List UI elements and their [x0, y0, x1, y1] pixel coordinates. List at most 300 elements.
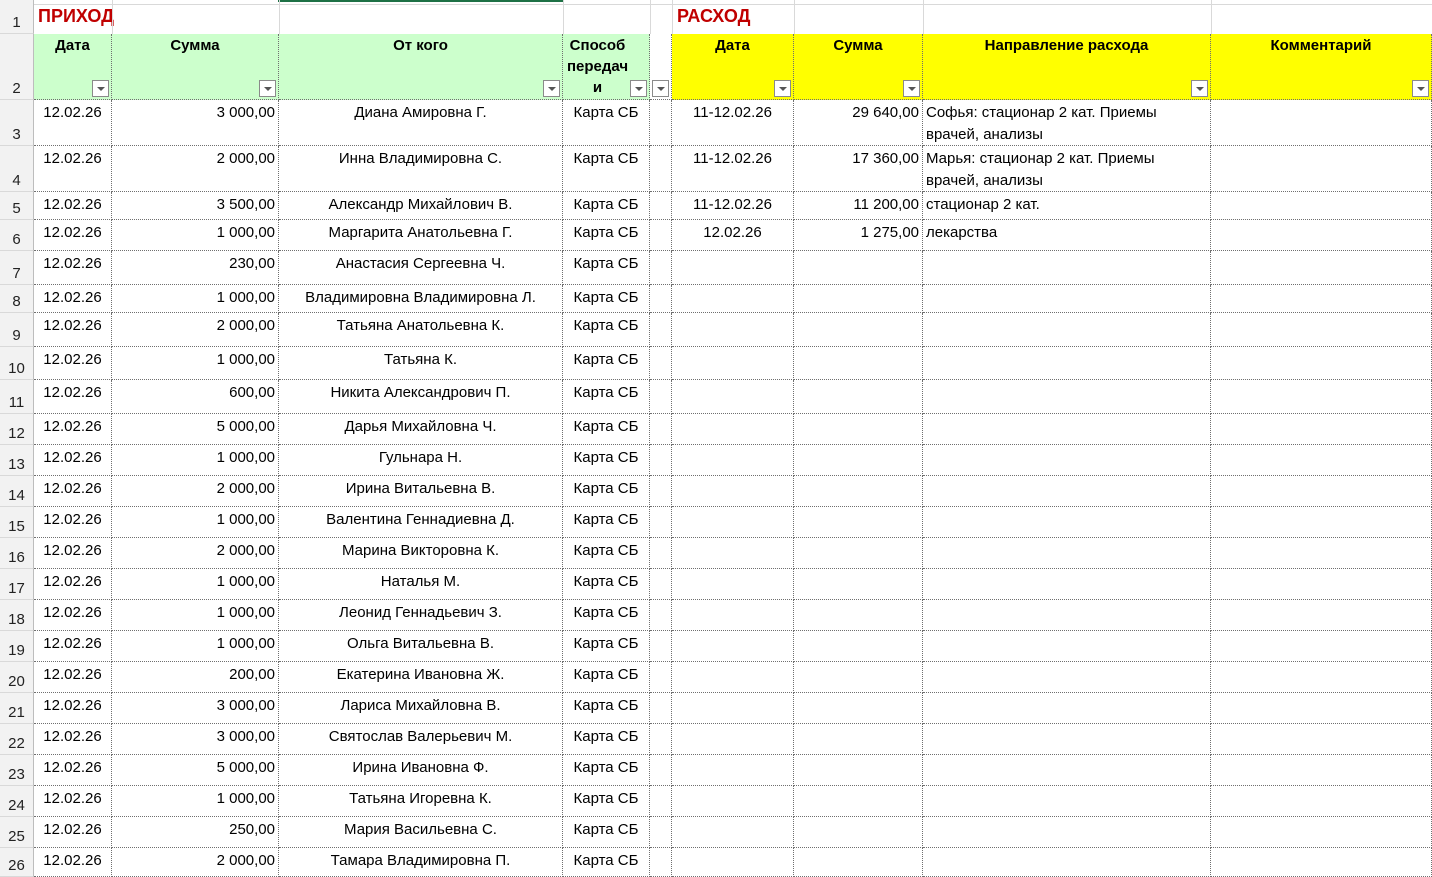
expense-cell[interactable] [1211, 662, 1432, 693]
income-cell[interactable]: Карта СБ [563, 569, 650, 600]
row-number [0, 538, 34, 569]
row-number-label: 4 [12, 172, 21, 189]
expense-cell[interactable]: 11 200,00 [794, 192, 923, 220]
filter-dropdown-icon[interactable] [652, 80, 669, 97]
row-number-label: 13 [8, 456, 25, 473]
income-cell[interactable]: 200,00 [112, 662, 279, 693]
income-cell[interactable]: Тамара Владимировна П. [279, 848, 563, 877]
income-cell[interactable]: Карта СБ [563, 662, 650, 693]
row-number [0, 569, 34, 600]
expense-cell[interactable] [1211, 507, 1432, 538]
row-number-label: 26 [8, 857, 25, 874]
income-cell[interactable]: 12.02.26 [34, 631, 112, 662]
expense-cell[interactable]: 11-12.02.26 [672, 146, 794, 192]
income-header-2[interactable] [279, 34, 563, 100]
income-cell[interactable]: Карта СБ [563, 600, 650, 631]
separator-cell[interactable] [650, 414, 672, 445]
row-number [0, 600, 34, 631]
separator-cell[interactable] [650, 347, 672, 380]
income-cell[interactable]: 2 000,00 [112, 538, 279, 569]
expense-cell[interactable] [1211, 538, 1432, 569]
row-number [0, 313, 34, 347]
expense-cell[interactable]: 17 360,00 [794, 146, 923, 192]
row-number [0, 848, 34, 877]
row-number [0, 34, 34, 100]
expense-header-2[interactable] [923, 34, 1211, 100]
expense-cell[interactable] [1211, 724, 1432, 755]
row-number [0, 662, 34, 693]
filter-dropdown-icon[interactable] [1191, 80, 1208, 97]
income-cell[interactable]: 600,00 [112, 380, 279, 414]
expense-cell[interactable] [1211, 380, 1432, 414]
income-cell[interactable]: Наталья М. [279, 569, 563, 600]
expense-cell[interactable] [923, 538, 1211, 569]
income-cell[interactable]: 1 000,00 [112, 285, 279, 313]
row-number [0, 631, 34, 662]
expense-cell[interactable] [923, 755, 1211, 786]
expense-cell[interactable] [1211, 848, 1432, 877]
income-cell[interactable]: 5 000,00 [112, 414, 279, 445]
filter-dropdown-icon[interactable] [630, 80, 647, 97]
row-number [0, 414, 34, 445]
income-header-label-line: Способ [569, 37, 626, 54]
separator-cell[interactable] [650, 380, 672, 414]
expense-cell[interactable] [1211, 100, 1432, 146]
separator-cell[interactable] [650, 192, 672, 220]
income-cell[interactable]: 12.02.26 [34, 755, 112, 786]
separator-cell[interactable] [650, 662, 672, 693]
expense-title: РАСХОД [677, 6, 751, 26]
expense-cell[interactable] [923, 285, 1211, 313]
expense-cell[interactable] [923, 445, 1211, 476]
income-cell[interactable]: 12.02.26 [34, 380, 112, 414]
expense-cell[interactable] [1211, 146, 1432, 192]
income-cell[interactable]: Карта СБ [563, 476, 650, 507]
income-cell[interactable]: 12.02.26 [34, 662, 112, 693]
income-cell[interactable]: 2 000,00 [112, 146, 279, 192]
separator-cell[interactable] [650, 817, 672, 848]
income-cell[interactable]: Анастасия Сергеевна Ч. [279, 251, 563, 285]
expense-cell[interactable] [672, 786, 794, 817]
column-gridline [794, 0, 795, 34]
income-header-label: Сумма [170, 37, 220, 54]
row-number-label: 18 [8, 611, 25, 628]
expense-cell[interactable] [923, 380, 1211, 414]
expense-cell[interactable] [672, 476, 794, 507]
income-cell[interactable]: 12.02.26 [34, 146, 112, 192]
expense-cell[interactable]: Софья: стационар 2 кат. Приемы врачей, анализы [923, 100, 1211, 146]
expense-cell[interactable]: 11-12.02.26 [672, 192, 794, 220]
expense-cell[interactable] [1211, 220, 1432, 251]
income-cell[interactable]: Валентина Геннадиевна Д. [279, 507, 563, 538]
expense-cell[interactable] [1211, 251, 1432, 285]
income-cell[interactable]: Карта СБ [563, 251, 650, 285]
expense-cell[interactable]: стационар 2 кат. [923, 192, 1211, 220]
row-number-label: 8 [12, 293, 21, 310]
expense-cell[interactable] [923, 848, 1211, 877]
income-cell[interactable]: 12.02.26 [34, 817, 112, 848]
income-cell[interactable]: 12.02.26 [34, 347, 112, 380]
income-cell[interactable]: Ирина Витальевна В. [279, 476, 563, 507]
expense-cell[interactable]: 1 275,00 [794, 220, 923, 251]
row-number-label: 5 [12, 200, 21, 217]
row-number [0, 724, 34, 755]
income-cell[interactable]: Татьяна Анатольевна К. [279, 313, 563, 347]
column-gridline [650, 0, 651, 34]
income-cell[interactable]: 3 500,00 [112, 192, 279, 220]
income-cell[interactable]: 12.02.26 [34, 445, 112, 476]
expense-cell[interactable] [794, 414, 923, 445]
separator-cell[interactable] [650, 600, 672, 631]
income-header-label-line: передач [566, 58, 629, 75]
income-cell[interactable]: Татьяна Игоревна К. [279, 786, 563, 817]
income-cell[interactable]: 12.02.26 [34, 220, 112, 251]
row-number-label: 7 [12, 265, 21, 282]
expense-cell[interactable] [672, 724, 794, 755]
row-number-label: 2 [12, 80, 21, 97]
income-cell[interactable]: Карта СБ [563, 285, 650, 313]
row-number [0, 380, 34, 414]
expense-cell[interactable]: 29 640,00 [794, 100, 923, 146]
income-cell[interactable]: 1 000,00 [112, 445, 279, 476]
income-cell[interactable]: 12.02.26 [34, 251, 112, 285]
expense-cell[interactable]: 12.02.26 [672, 220, 794, 251]
income-cell[interactable]: 1 000,00 [112, 600, 279, 631]
expense-cell[interactable] [672, 251, 794, 285]
separator-cell[interactable] [650, 786, 672, 817]
income-cell[interactable]: 12.02.26 [34, 476, 112, 507]
expense-cell[interactable] [672, 662, 794, 693]
separator-cell[interactable] [650, 631, 672, 662]
separator-cell[interactable] [650, 100, 672, 146]
expense-cell[interactable] [794, 313, 923, 347]
separator-cell[interactable] [650, 476, 672, 507]
expense-cell[interactable] [923, 631, 1211, 662]
income-cell[interactable]: Гульнара Н. [279, 445, 563, 476]
expense-cell[interactable] [1211, 445, 1432, 476]
column-gridline [279, 0, 280, 34]
income-cell[interactable]: Марина Викторовна К. [279, 538, 563, 569]
income-cell[interactable]: Карта СБ [563, 347, 650, 380]
expense-cell[interactable] [1211, 569, 1432, 600]
income-cell[interactable]: 12.02.26 [34, 569, 112, 600]
row-number-label: 20 [8, 673, 25, 690]
expense-cell[interactable] [1211, 313, 1432, 347]
income-cell[interactable]: Карта СБ [563, 724, 650, 755]
income-cell[interactable]: Карта СБ [563, 848, 650, 877]
expense-cell[interactable] [672, 817, 794, 848]
expense-cell[interactable] [1211, 631, 1432, 662]
row-number-label: 22 [8, 735, 25, 752]
expense-cell[interactable] [794, 662, 923, 693]
income-cell[interactable]: Диана Амировна Г. [279, 100, 563, 146]
income-cell[interactable]: 12.02.26 [34, 693, 112, 724]
expense-cell[interactable] [1211, 600, 1432, 631]
expense-cell[interactable] [794, 347, 923, 380]
expense-cell[interactable] [794, 538, 923, 569]
separator-cell[interactable] [650, 693, 672, 724]
income-cell[interactable]: Карта СБ [563, 220, 650, 251]
income-header-label [566, 35, 629, 98]
column-gridline [563, 0, 564, 34]
income-cell[interactable]: 12.02.26 [34, 507, 112, 538]
income-cell[interactable]: 1 000,00 [112, 220, 279, 251]
expense-cell[interactable] [1211, 476, 1432, 507]
row-number [0, 817, 34, 848]
expense-cell[interactable] [672, 445, 794, 476]
separator-header[interactable] [650, 34, 672, 100]
expense-cell[interactable] [794, 380, 923, 414]
row-number-label: 16 [8, 549, 25, 566]
income-cell[interactable]: Карта СБ [563, 100, 650, 146]
expense-cell[interactable] [1211, 414, 1432, 445]
expense-cell[interactable] [923, 347, 1211, 380]
column-header-strip [34, 0, 1432, 5]
row-number-label: 19 [8, 642, 25, 659]
separator-cell[interactable] [650, 569, 672, 600]
income-cell[interactable]: Карта СБ [563, 414, 650, 445]
income-cell[interactable]: Ольга Витальевна В. [279, 631, 563, 662]
expense-cell[interactable] [923, 569, 1211, 600]
expense-cell[interactable] [794, 631, 923, 662]
row-number-label: 9 [12, 327, 21, 344]
expense-cell[interactable] [923, 817, 1211, 848]
expense-cell[interactable] [923, 251, 1211, 285]
row-number [0, 251, 34, 285]
income-cell[interactable]: 5 000,00 [112, 755, 279, 786]
income-cell[interactable]: 12.02.26 [34, 786, 112, 817]
expense-cell[interactable] [1211, 755, 1432, 786]
expense-cell[interactable] [923, 507, 1211, 538]
row-number-label: 15 [8, 518, 25, 535]
income-cell[interactable]: 12.02.26 [34, 285, 112, 313]
expense-cell[interactable]: лекарства [923, 220, 1211, 251]
income-cell[interactable]: 1 000,00 [112, 631, 279, 662]
expense-cell[interactable] [672, 285, 794, 313]
expense-cell[interactable] [1211, 192, 1432, 220]
expense-cell[interactable] [923, 414, 1211, 445]
expense-cell[interactable] [672, 507, 794, 538]
expense-cell[interactable] [672, 347, 794, 380]
row-number [0, 285, 34, 313]
income-cell[interactable]: 12.02.26 [34, 538, 112, 569]
separator-cell[interactable] [650, 538, 672, 569]
income-cell[interactable]: Ирина Ивановна Ф. [279, 755, 563, 786]
expense-cell[interactable] [1211, 817, 1432, 848]
expense-header-0[interactable] [672, 34, 794, 100]
expense-cell[interactable] [672, 313, 794, 347]
expense-header-1[interactable] [794, 34, 923, 100]
expense-header-label: Дата [715, 37, 750, 54]
income-cell[interactable]: 3 000,00 [112, 693, 279, 724]
row-number-label: 1 [12, 14, 21, 31]
income-cell[interactable]: Карта СБ [563, 313, 650, 347]
expense-cell[interactable] [672, 848, 794, 877]
income-cell[interactable]: 2 000,00 [112, 848, 279, 877]
expense-cell[interactable] [794, 251, 923, 285]
income-header-label-line: и [592, 79, 603, 96]
row-number [0, 755, 34, 786]
expense-cell[interactable] [672, 600, 794, 631]
expense-cell[interactable] [794, 445, 923, 476]
income-title: ПРИХОД [38, 6, 115, 26]
filter-dropdown-icon[interactable] [543, 80, 560, 97]
income-cell[interactable]: Карта СБ [563, 192, 650, 220]
row-number-label: 12 [8, 425, 25, 442]
expense-cell[interactable] [794, 755, 923, 786]
income-cell[interactable]: 2 000,00 [112, 313, 279, 347]
expense-cell[interactable]: 11-12.02.26 [672, 100, 794, 146]
row-number-label: 11 [8, 394, 25, 411]
income-cell[interactable]: Леонид Геннадьевич З. [279, 600, 563, 631]
income-cell[interactable]: Карта СБ [563, 507, 650, 538]
separator-cell[interactable] [650, 220, 672, 251]
separator-cell[interactable] [650, 724, 672, 755]
expense-header-label: Направление расхода [984, 37, 1149, 54]
row-number [0, 220, 34, 251]
income-cell[interactable]: Лариса Михайловна В. [279, 693, 563, 724]
expense-cell[interactable] [672, 569, 794, 600]
income-cell[interactable]: 12.02.26 [34, 600, 112, 631]
selected-column-indicator [278, 0, 563, 2]
income-cell[interactable]: Инна Владимировна С. [279, 146, 563, 192]
income-cell[interactable]: Карта СБ [563, 380, 650, 414]
income-cell[interactable]: Татьяна К. [279, 347, 563, 380]
row-number [0, 100, 34, 146]
income-header-label: Дата [55, 37, 90, 54]
income-cell[interactable]: 12.02.26 [34, 414, 112, 445]
income-cell[interactable]: Дарья Михайловна Ч. [279, 414, 563, 445]
column-gridline [923, 0, 924, 34]
expense-cell[interactable] [794, 600, 923, 631]
row-number [0, 786, 34, 817]
income-cell[interactable]: 1 000,00 [112, 569, 279, 600]
income-cell[interactable]: Карта СБ [563, 693, 650, 724]
income-cell[interactable]: Карта СБ [563, 755, 650, 786]
expense-cell[interactable] [794, 507, 923, 538]
income-cell[interactable]: 1 000,00 [112, 507, 279, 538]
expense-cell[interactable] [923, 476, 1211, 507]
income-header-3[interactable] [563, 34, 650, 100]
income-cell[interactable]: Мария Васильевна С. [279, 817, 563, 848]
expense-cell[interactable] [794, 724, 923, 755]
income-cell[interactable]: Карта СБ [563, 146, 650, 192]
income-cell[interactable]: 12.02.26 [34, 724, 112, 755]
column-gridline [112, 0, 113, 34]
income-cell[interactable]: Святослав Валерьевич М. [279, 724, 563, 755]
income-cell[interactable]: 3 000,00 [112, 724, 279, 755]
expense-cell[interactable] [923, 786, 1211, 817]
row-number-label: 25 [8, 828, 25, 845]
income-cell[interactable]: Карта СБ [563, 786, 650, 817]
expense-cell[interactable] [794, 693, 923, 724]
expense-cell[interactable] [672, 380, 794, 414]
income-cell[interactable]: Карта СБ [563, 631, 650, 662]
filter-dropdown-icon[interactable] [259, 80, 276, 97]
expense-cell[interactable] [794, 848, 923, 877]
separator-cell[interactable] [650, 507, 672, 538]
expense-cell[interactable] [672, 631, 794, 662]
expense-cell[interactable] [794, 285, 923, 313]
expense-cell[interactable] [1211, 347, 1432, 380]
expense-cell[interactable] [923, 662, 1211, 693]
row-number [0, 347, 34, 380]
income-cell[interactable]: Карта СБ [563, 445, 650, 476]
income-cell[interactable]: 250,00 [112, 817, 279, 848]
separator-cell[interactable] [650, 251, 672, 285]
income-cell[interactable]: 2 000,00 [112, 476, 279, 507]
income-cell[interactable]: 12.02.26 [34, 848, 112, 877]
expense-cell[interactable] [794, 476, 923, 507]
income-cell[interactable]: Карта СБ [563, 817, 650, 848]
income-cell[interactable]: Никита Александрович П. [279, 380, 563, 414]
income-cell[interactable]: Александр Михайлович В. [279, 192, 563, 220]
income-header-1[interactable] [112, 34, 279, 100]
expense-cell[interactable] [672, 693, 794, 724]
expense-cell[interactable] [1211, 786, 1432, 817]
row-number [0, 476, 34, 507]
income-header-0[interactable] [34, 34, 112, 100]
filter-dropdown-icon[interactable] [92, 80, 109, 97]
income-header-label: От кого [393, 37, 448, 54]
income-cell[interactable]: Маргарита Анатольевна Г. [279, 220, 563, 251]
income-cell[interactable]: 230,00 [112, 251, 279, 285]
expense-cell[interactable] [672, 755, 794, 786]
row-number-label: 3 [12, 126, 21, 143]
separator-cell[interactable] [650, 848, 672, 877]
expense-cell[interactable] [923, 693, 1211, 724]
income-cell[interactable]: 1 000,00 [112, 786, 279, 817]
expense-cell[interactable] [923, 724, 1211, 755]
separator-cell[interactable] [650, 285, 672, 313]
separator-cell[interactable] [650, 313, 672, 347]
separator-cell[interactable] [650, 146, 672, 192]
row-number-label: 10 [8, 360, 25, 377]
row-number-label: 21 [8, 704, 25, 721]
expense-cell[interactable] [794, 786, 923, 817]
income-cell[interactable]: 12.02.26 [34, 313, 112, 347]
income-cell[interactable]: 12.02.26 [34, 192, 112, 220]
income-cell[interactable]: Екатерина Ивановна Ж. [279, 662, 563, 693]
column-gridline [1211, 0, 1212, 34]
income-cell[interactable]: Карта СБ [563, 538, 650, 569]
filter-dropdown-icon[interactable] [774, 80, 791, 97]
separator-cell[interactable] [650, 445, 672, 476]
expense-cell[interactable] [794, 569, 923, 600]
income-cell[interactable]: Владимировна Владимировна Л. [279, 285, 563, 313]
expense-cell[interactable] [923, 600, 1211, 631]
income-cell[interactable]: 3 000,00 [112, 100, 279, 146]
expense-cell[interactable] [1211, 693, 1432, 724]
expense-header-label: Комментарий [1270, 37, 1372, 54]
income-cell[interactable]: 1 000,00 [112, 347, 279, 380]
row-number-label: 23 [8, 766, 25, 783]
filter-dropdown-icon[interactable] [903, 80, 920, 97]
separator-cell[interactable] [650, 755, 672, 786]
income-cell[interactable]: 12.02.26 [34, 100, 112, 146]
expense-cell[interactable] [672, 538, 794, 569]
expense-cell[interactable] [923, 313, 1211, 347]
expense-cell[interactable] [672, 414, 794, 445]
expense-cell[interactable] [1211, 285, 1432, 313]
expense-cell[interactable]: Марья: стационар 2 кат. Приемы врачей, анализы [923, 146, 1211, 192]
expense-cell[interactable] [794, 817, 923, 848]
expense-header-3[interactable] [1211, 34, 1432, 100]
expense-header-label: Сумма [833, 37, 883, 54]
row-number [0, 507, 34, 538]
row-number [0, 146, 34, 192]
filter-dropdown-icon[interactable] [1412, 80, 1429, 97]
